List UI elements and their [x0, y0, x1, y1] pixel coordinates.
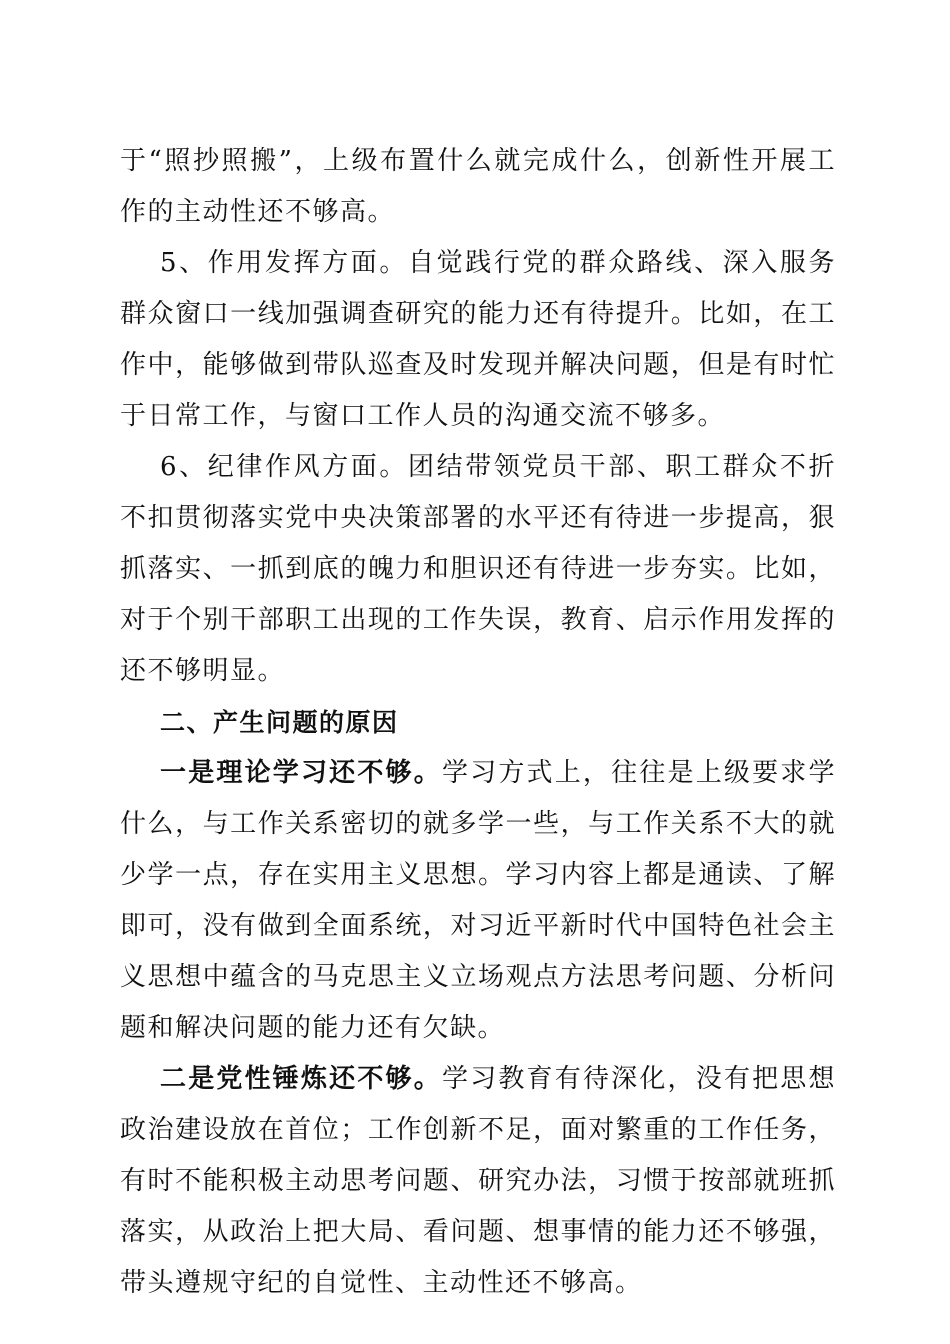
paragraph-body-theory: 学习方式上，往往是上级要求学什么，与工作关系密切的就多学一些，与工作关系不大的就少学一点，存在实用主义思想。学习内容上都是通读、了解即可，没有做到全面系统，对习近平新时代中国特色社会主义思想中蕴含的马克思主义立场观点方法思考问题、分析问题和解决问题的能力还有欠缺。	[120, 758, 836, 1043]
paragraph-body-party-spirit: 学习教育有待深化，没有把思想政治建设放在首位；工作创新不足，面对繁重的工作任务，有时不能积极主动思考问题、研究办法，习惯于按部就班抓落实，从政治上把大局、看问题、想事情的能力还不够强，带头遵规守纪的自觉性、主动性还不够高。	[120, 1064, 836, 1298]
paragraph-lead-party-spirit: 二是党性锤炼还不够。	[160, 1064, 442, 1094]
paragraph-discipline-style: 6、纪律作风方面。团结带领党员干部、职工群众不折不扣贯彻落实党中央决策部署的水平还有待进一步提高，狠抓落实、一抓到底的魄力和胆识还有待进一步夯实。比如，对于个别干部职工出现的工作失误，教育、启示作用发挥的还不够明显。	[120, 452, 836, 686]
paragraph-theory-study	[120, 748, 836, 1054]
document-body	[120, 136, 836, 1309]
paragraph-role-play: 5、作用发挥方面。自觉践行党的群众路线、深入服务群众窗口一线加强调查研究的能力还有待提升。比如，在工作中，能够做到带队巡查及时发现并解决问题，但是有时忙于日常工作，与窗口工作人员的沟通交流不够多。	[120, 248, 836, 431]
paragraph-continuation: 于“照抄照搬”，上级布置什么就完成什么，创新性开展工作的主动性还不够高。	[120, 146, 836, 227]
paragraph-party-spirit	[120, 1054, 836, 1309]
paragraph-lead-theory: 一是理论学习还不够。	[160, 758, 442, 788]
section-heading-causes: 二、产生问题的原因	[160, 708, 399, 737]
